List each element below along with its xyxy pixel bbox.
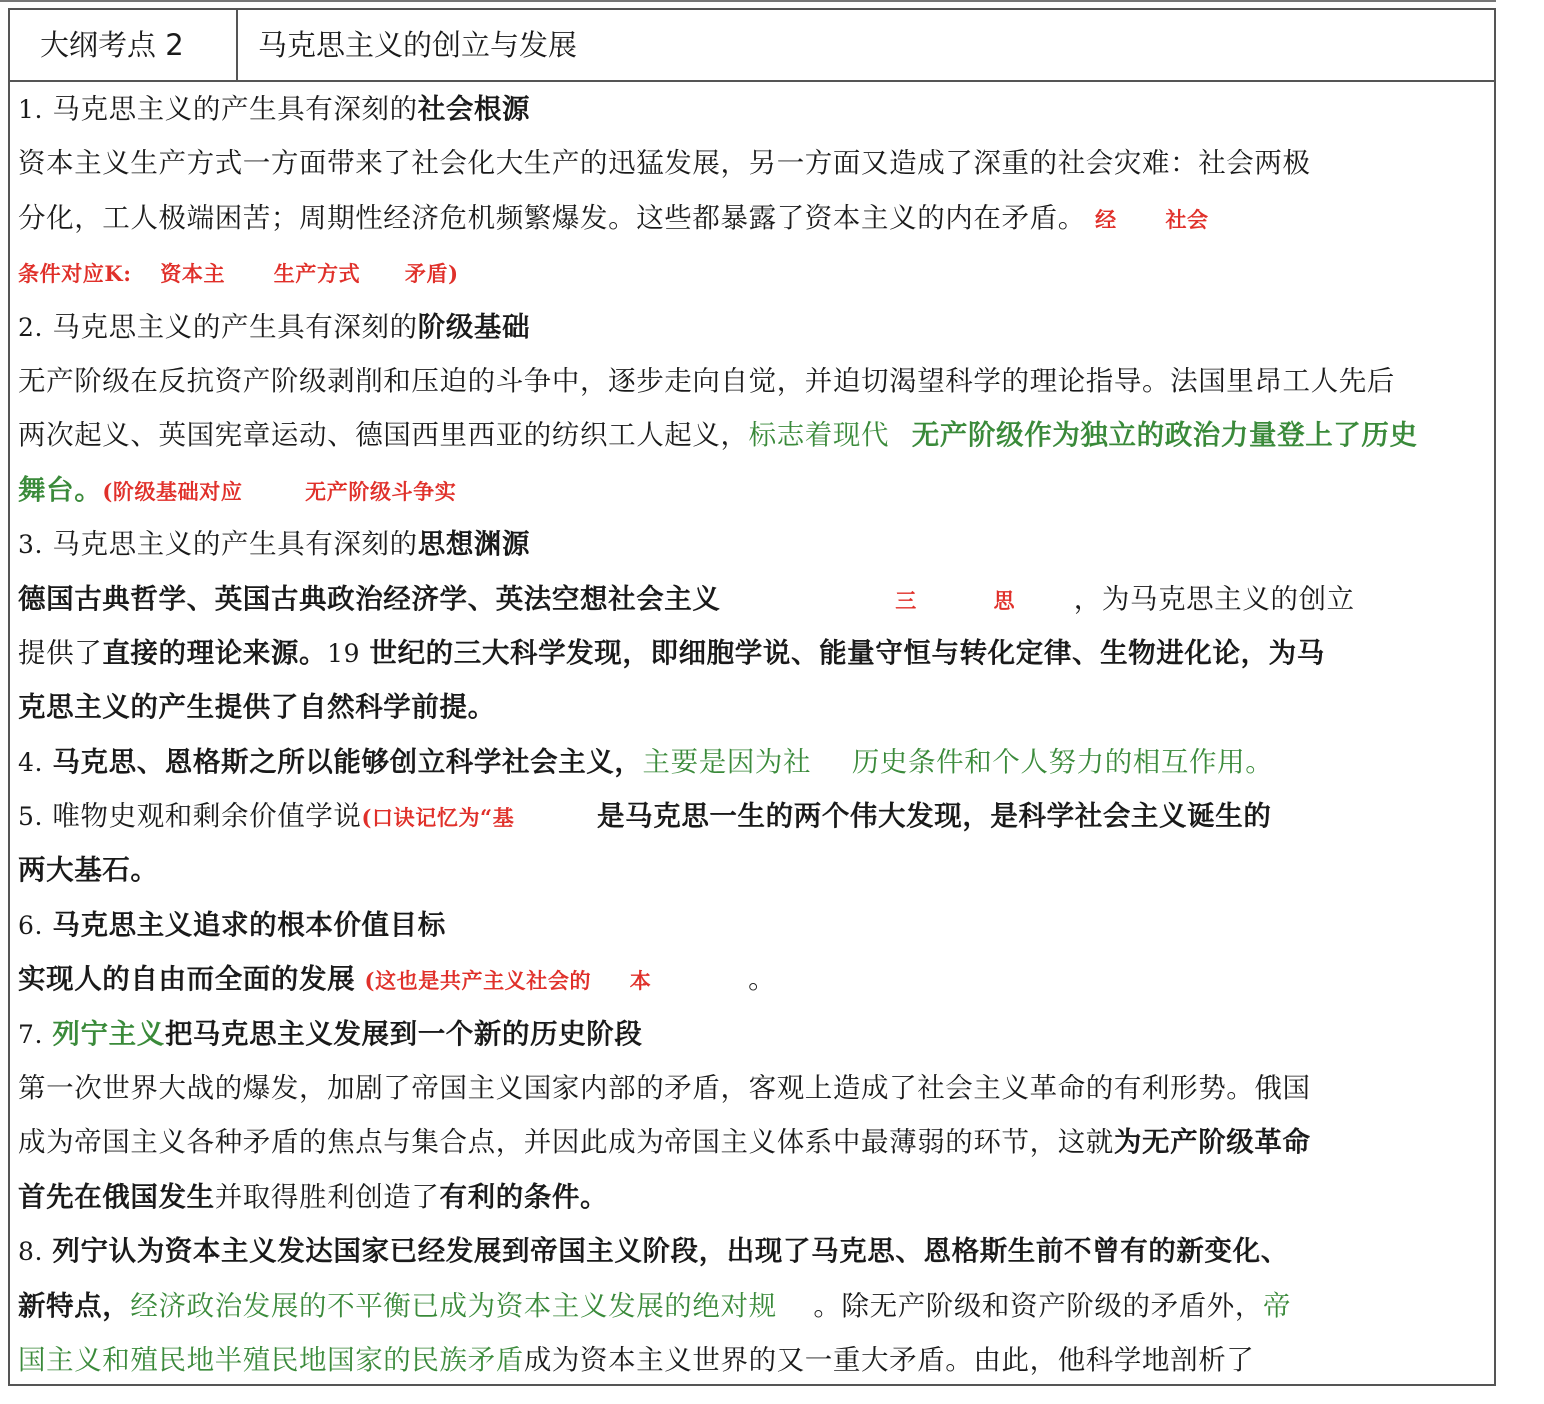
content-body [18,82,1482,1387]
point-7-heading: 7. 列宁主义把马克思主义发展到一个新的历史阶段 [18,1017,643,1050]
table-header [10,10,1494,82]
point-1-note: 条件对应K: 资本主 生产方式 矛盾) [18,261,459,287]
point-2-text: 两次起义、英国宪章运动、德国西里西亚的纺织工人起义，标志着现代 无产阶级作为独立的政治力量登上了历史 [18,419,1418,452]
point-1-text: 分化，工人极端困苦；周期性经济危机频繁爆发。这些都暴露了资本主义的内在矛盾。 经 社会 [18,201,1209,234]
point-7-text: 成为帝国主义各种矛盾的焦点与集合点，并因此成为帝国主义体系中最薄弱的环节，这就为无产阶级革命 [18,1126,1311,1159]
point-6-heading: 6. 马克思主义追求的根本价值目标 [18,908,446,941]
point-3-text: 克思主义的产生提供了自然科学前提。 [18,691,496,724]
point-1-text: 资本主义生产方式一方面带来了社会化大生产的迅猛发展，另一方面又造成了深重的社会灾难：社会两极 [18,147,1311,180]
point-8-heading: 8. 列宁认为资本主义发达国家已经发展到帝国主义阶段，出现了马克思、恩格斯生前不曾有的新变化、 [18,1235,1289,1268]
point-6-text: 实现人的自由而全面的发展 (这也是共产主义社会的 本 。 [18,963,777,996]
point-2-note: 舞台。(阶级基础对应 无产阶级斗争实 [18,473,457,506]
point-8-text: 国主义和殖民地半殖民地国家的民族矛盾成为资本主义世界的又一重大矛盾。由此，他科学地剖析了 [18,1343,1255,1376]
point-3-text: 提供了直接的理论来源。19 世纪的三大科学发现，即细胞学说、能量守恒与转化定律、生物进化论，为马 [18,636,1325,669]
outline-label: 大纲考点 2 [10,10,238,80]
point-8-text: 新特点，经济政治发展的不平衡已成为资本主义发展的绝对规 。除无产阶级和资产阶级的矛盾外，帝 [18,1289,1292,1322]
point-7-text: 首先在俄国发生并取得胜利创造了有利的条件。 [18,1180,609,1213]
handwritten-note: 社会 [1165,206,1209,232]
point-4: 4. 马克思、恩格斯之所以能够创立科学社会主义，主要是因为社 历史条件和个人努力的相互作用。 [18,745,1274,778]
section-title: 马克思主义的创立与发展 [258,28,578,62]
point-1-heading: 1. 马克思主义的产生具有深刻的社会根源 [18,93,531,125]
point-3-text: 德国古典哲学、英国古典政治经济学、英法空想社会主义 三 思 ，为马克思主义的创立 [18,582,1355,615]
handwritten-note: 经 [1095,206,1117,232]
point-2-text: 无产阶级在反抗资产阶级剥削和压迫的斗争中，逐步走向自觉，并迫切渴望科学的理论指导。法国里昂工人先后 [18,364,1395,397]
point-3-heading: 3. 马克思主义的产生具有深刻的思想渊源 [18,528,531,561]
point-7-text: 第一次世界大战的爆发，加剧了帝国主义国家内部的矛盾，客观上造成了社会主义革命的有利形势。俄国 [18,1072,1311,1105]
point-2-heading: 2. 马克思主义的产生具有深刻的阶级基础 [18,310,531,343]
top-rule [0,0,1496,2]
point-5-text: 两大基石。 [18,854,159,887]
point-5: 5. 唯物史观和剩余价值学说(口诀记忆为“基 是马克思一生的两个伟大发现，是科学社会主义诞生的 [18,800,1272,833]
